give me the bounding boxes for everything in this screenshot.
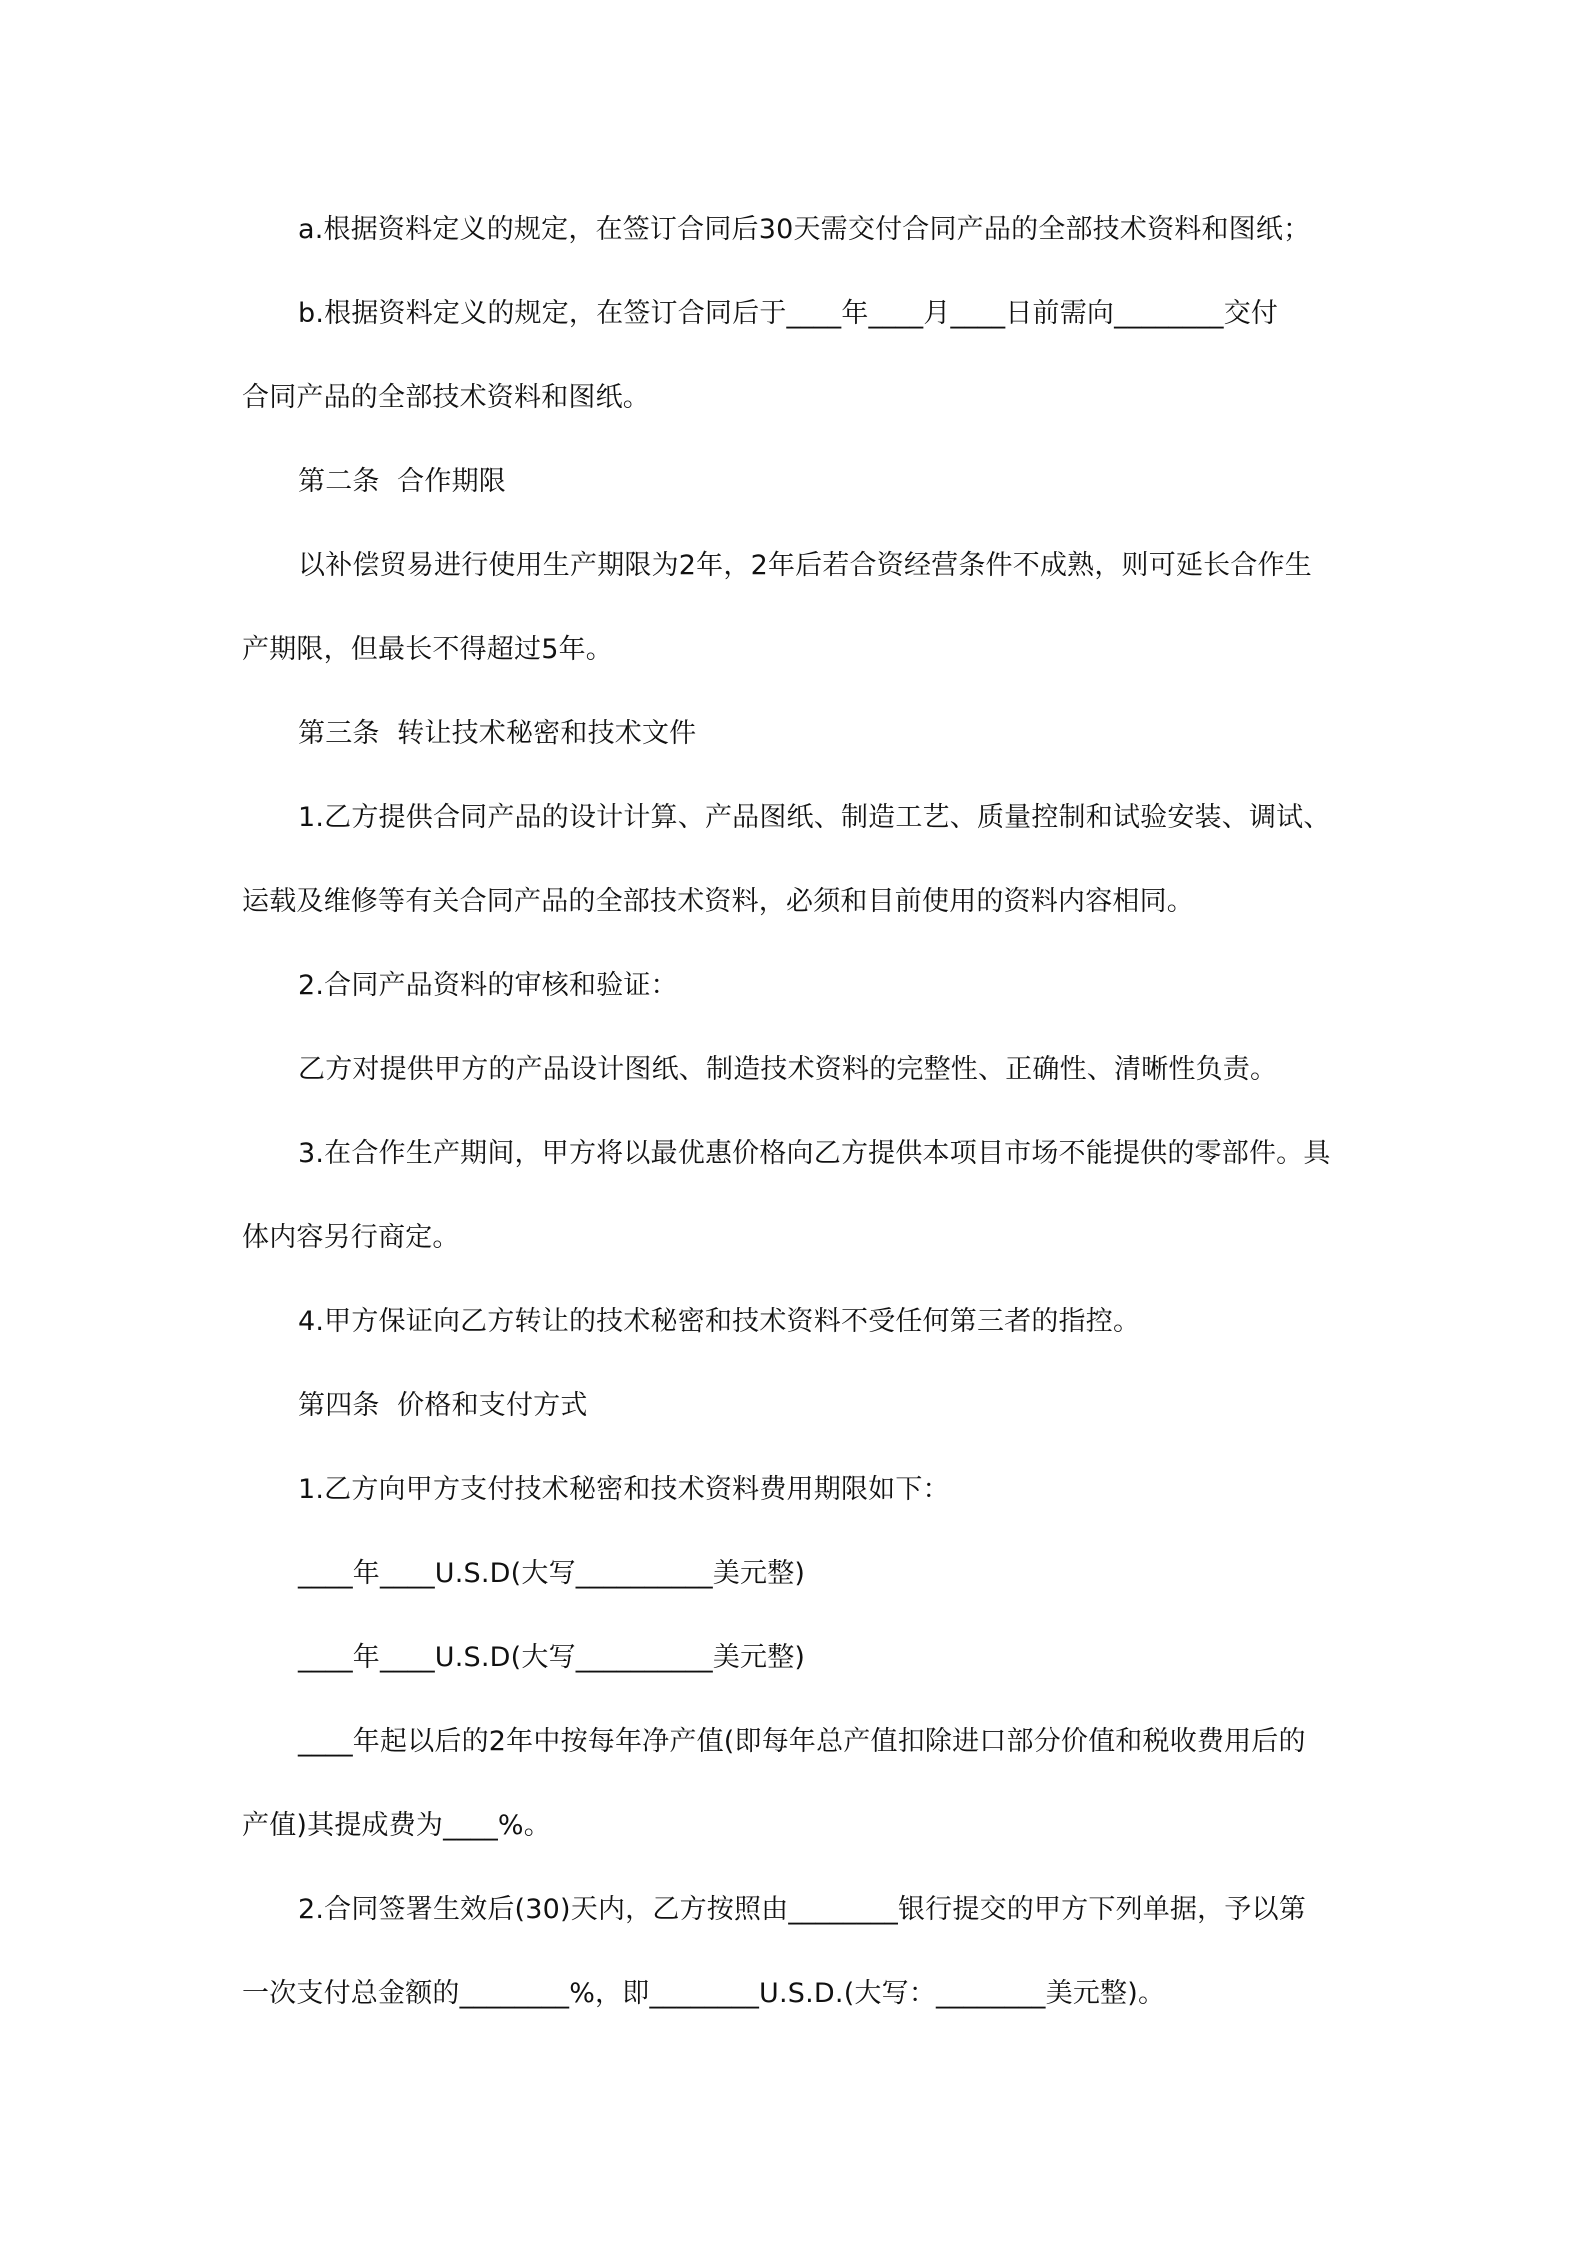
article-3-item-2-detail: 乙方对提供甲方的产品设计图纸、制造技术资料的完整性、正确性、清晰性负责。 [298, 1054, 1278, 1085]
article-4-item-2-continuation: 一次支付总金额的________%，即________U.S.D.(大写：________美元整)。 [242, 1978, 1166, 2009]
clause-b-continuation: 合同产品的全部技术资料和图纸。 [242, 382, 650, 413]
clause-a-text: a.根据资料定义的规定，在签订合同后30天需交付合同产品的全部技术资料和图纸； [298, 214, 1311, 245]
article-3-item-3-continuation: 体内容另行商定。 [242, 1222, 460, 1253]
article-2-heading: 第二条 合作期限 [298, 466, 506, 497]
article-4-item-1: 1.乙方向甲方支付技术秘密和技术资料费用期限如下： [298, 1474, 950, 1505]
article-3-item-1-continuation: 运载及维修等有关合同产品的全部技术资料，必须和目前使用的资料内容相同。 [242, 886, 1194, 917]
article-3-item-4: 4.甲方保证向乙方转让的技术秘密和技术资料不受任何第三者的指控。 [298, 1306, 1141, 1337]
clause-b-text: b.根据资料定义的规定，在签订合同后于____年____月____日前需向________交付 [298, 298, 1279, 329]
payment-line-2: ____年____U.S.D(大写__________美元整) [298, 1642, 806, 1673]
royalty-line: ____年起以后的2年中按每年净产值(即每年总产值扣除进口部分价值和税收费用后的 [298, 1726, 1306, 1757]
payment-line-1: ____年____U.S.D(大写__________美元整) [298, 1558, 806, 1589]
article-3-item-1: 1.乙方提供合同产品的设计计算、产品图纸、制造工艺、质量控制和试验安装、调试、 [298, 802, 1331, 833]
article-4-item-2: 2.合同签署生效后(30)天内，乙方按照由________银行提交的甲方下列单据，予以第 [298, 1894, 1306, 1925]
article-2-text: 以补偿贸易进行使用生产期限为2年，2年后若合资经营条件不成熟，则可延长合作生 [298, 550, 1312, 581]
article-2-continuation: 产期限，但最长不得超过5年。 [242, 634, 613, 665]
article-4-heading: 第四条 价格和支付方式 [298, 1390, 588, 1421]
article-3-item-2: 2.合同产品资料的审核和验证： [298, 970, 678, 1001]
article-3-item-3: 3.在合作生产期间，甲方将以最优惠价格向乙方提供本项目市场不能提供的零部件。具 [298, 1138, 1331, 1169]
article-3-heading: 第三条 转让技术秘密和技术文件 [298, 718, 697, 749]
royalty-line-continuation: 产值)其提成费为____%。 [242, 1810, 551, 1841]
